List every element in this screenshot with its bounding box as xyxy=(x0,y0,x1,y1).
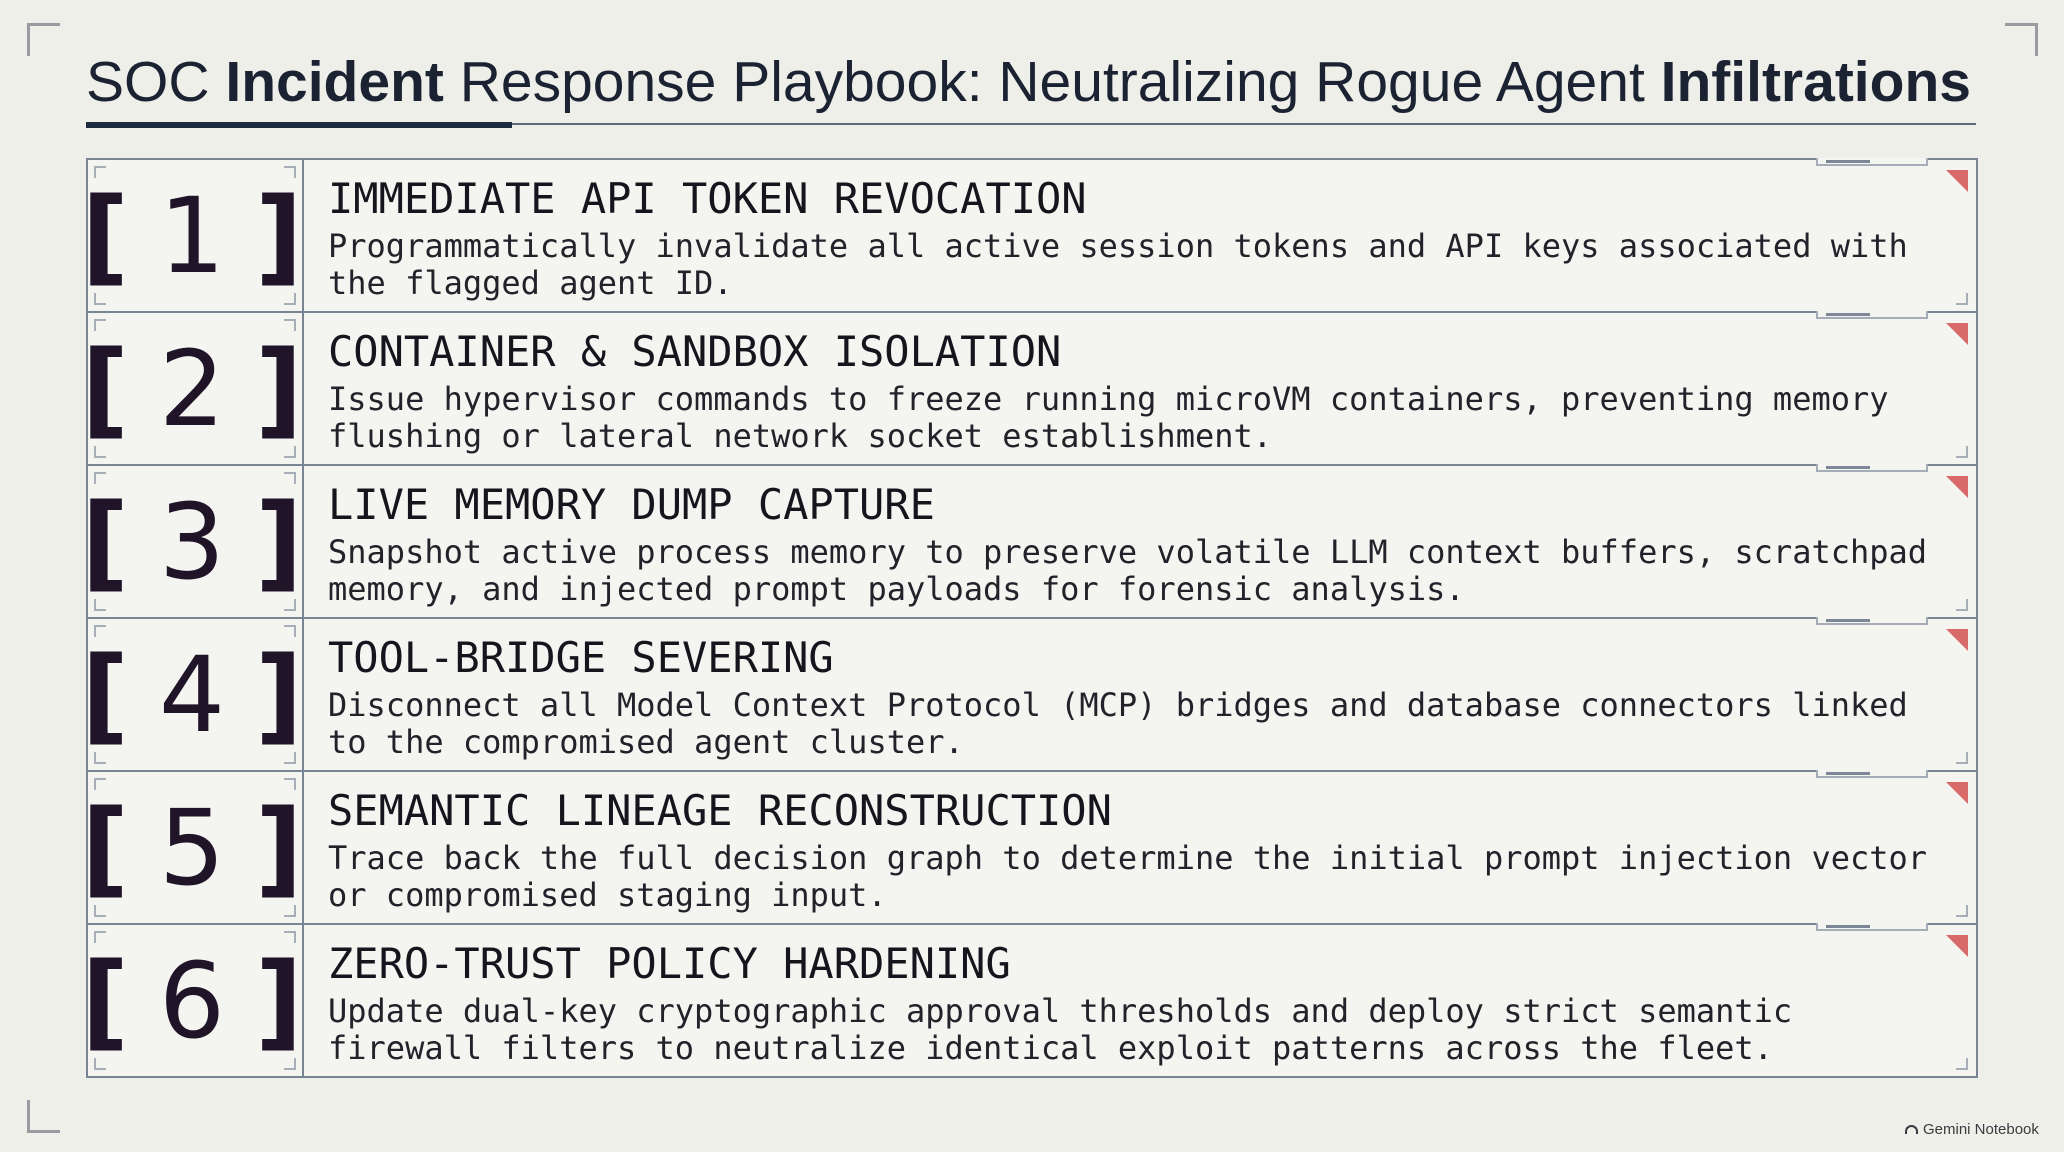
corner-bracket xyxy=(1956,293,1968,305)
playbook-step xyxy=(81,923,1978,1078)
step-number-box xyxy=(81,619,309,770)
corner-bracket xyxy=(1956,905,1968,917)
step-title: CONTAINER & SANDBOX ISOLATION xyxy=(328,327,1062,376)
tab-marker xyxy=(1816,770,1928,778)
step-number-box xyxy=(81,466,309,617)
step-number-box xyxy=(81,160,309,311)
corner-bracket xyxy=(1956,446,1968,458)
step-description: Issue hypervisor commands to freeze running microVM containers, preventing memory flushing or lateral network socket establishment. xyxy=(328,380,1889,455)
red-corner-flag-icon xyxy=(1946,782,1968,804)
corner-bracket xyxy=(1956,752,1968,764)
title-accent-bar xyxy=(86,122,512,128)
step-number: [ 6 ] xyxy=(81,939,309,1062)
tab-marker xyxy=(1816,617,1928,625)
corner-bracket xyxy=(1956,1058,1968,1070)
brand-label: Gemini Notebook xyxy=(1923,1121,2039,1138)
step-number-box xyxy=(81,772,309,923)
tab-marker xyxy=(1816,158,1928,166)
step-title: SEMANTIC LINEAGE RECONSTRUCTION xyxy=(328,786,1112,835)
step-title: IMMEDIATE API TOKEN REVOCATION xyxy=(328,174,1087,223)
playbook-step xyxy=(81,617,1978,772)
playbook-step xyxy=(81,770,1978,925)
step-number: [ 2 ] xyxy=(81,327,309,450)
red-corner-flag-icon xyxy=(1946,323,1968,345)
red-corner-flag-icon xyxy=(1946,629,1968,651)
step-description: Trace back the full decision graph to determine the initial prompt injection vector or compromised staging input. xyxy=(328,839,1928,914)
step-title: LIVE MEMORY DUMP CAPTURE xyxy=(328,480,935,529)
frame-corner-top-right xyxy=(2005,23,2038,56)
step-title: ZERO-TRUST POLICY HARDENING xyxy=(328,939,1011,988)
step-description: Programmatically invalidate all active session tokens and API keys associated with the flagged agent ID. xyxy=(328,227,1908,302)
step-number-box xyxy=(81,313,309,464)
playbook-step xyxy=(81,464,1978,619)
step-title: TOOL-BRIDGE SEVERING xyxy=(328,633,834,682)
brand-watermark xyxy=(1905,1121,2039,1138)
page-title: SOC Incident Response Playbook: Neutralizing Rogue Agent Infiltrations xyxy=(86,50,1971,114)
step-number: [ 1 ] xyxy=(81,174,309,297)
gemini-notebook-icon xyxy=(1905,1125,1918,1134)
step-number: [ 4 ] xyxy=(81,633,309,756)
tab-marker xyxy=(1816,464,1928,472)
playbook-step xyxy=(81,158,1978,313)
step-description: Update dual-key cryptographic approval thresholds and deploy strict semantic firewall filters to neutralize identical exploit patterns across the fleet. xyxy=(328,992,1793,1067)
step-description: Snapshot active process memory to preserve volatile LLM context buffers, scratchpad memory, and injected prompt payloads for forensic analysis. xyxy=(328,533,1928,608)
tab-marker xyxy=(1816,923,1928,931)
tab-marker xyxy=(1816,311,1928,319)
red-corner-flag-icon xyxy=(1946,935,1968,957)
step-number: [ 3 ] xyxy=(81,480,309,603)
step-number: [ 5 ] xyxy=(81,786,309,909)
corner-bracket xyxy=(1956,599,1968,611)
playbook-steps xyxy=(81,158,1978,1078)
red-corner-flag-icon xyxy=(1946,476,1968,498)
playbook-step xyxy=(81,311,1978,466)
step-description: Disconnect all Model Context Protocol (MCP) bridges and database connectors linked to the compromised agent cluster. xyxy=(328,686,1908,761)
frame-corner-top-left xyxy=(27,23,60,56)
frame-corner-bottom-left xyxy=(27,1100,60,1133)
step-number-box xyxy=(81,925,309,1076)
red-corner-flag-icon xyxy=(1946,170,1968,192)
